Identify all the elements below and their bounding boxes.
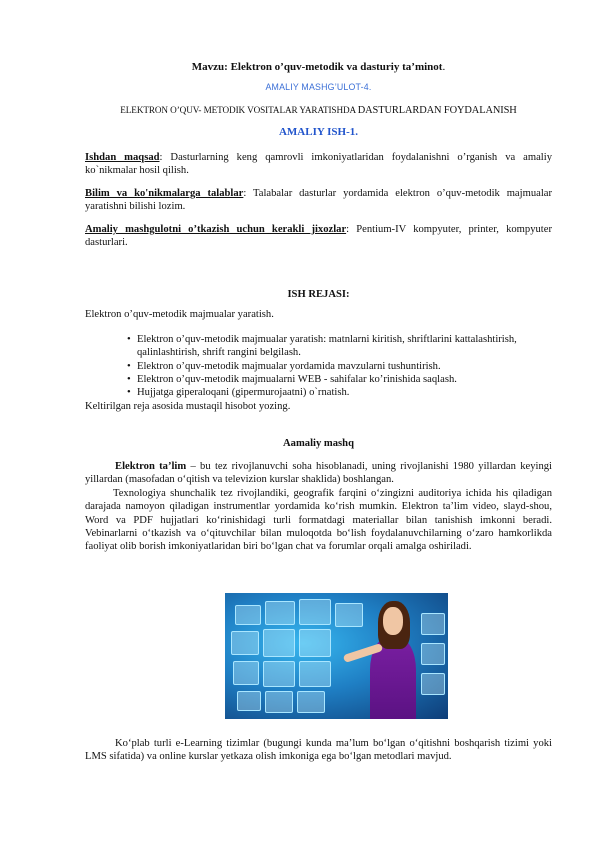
plan-heading: ISH REJASI: [287,289,350,300]
app-tile-icon [335,603,363,627]
goal-paragraph [85,151,552,178]
app-tile-icon [421,643,445,665]
plan-list-wrapper [85,333,552,399]
app-tile-icon [265,601,295,625]
plan-item: • Elektron o’quv-metodik majmualar yaratish: matnlarni kiritish, shriftlarini kattalashtirish, qalinlashtirish, shrift rangini belgilash. [130,333,552,360]
app-tile-icon [263,629,295,657]
plan-outro: Keltirilgan reja asosida mustaqil hisobot yozing. [85,401,291,412]
goal-label: Ishdan maqsad [85,152,160,163]
app-tile-icon [235,605,261,625]
skills-text: : Talabalar dasturlar yordamida elektron o’quv-metodik majmualar yaratishni bilishi lozim. [85,188,552,213]
subtitle-topic-part1: ELEKTRON O’QUV- METODIK VOSITALAR YARATISHDA [120,105,358,115]
app-tile-icon [265,691,293,713]
skills-label: Bilim va ko'nikmalarga talablar [85,188,244,199]
subtitle-topic-part2: DASTURLARDAN FOYDALANISH [357,105,517,116]
practice-heading: Aamaliy mashq [283,438,354,449]
plan-list [85,333,552,399]
plan-item: • Hujjatga giperaloqani (gipermurojaatni) o`rnatish. [130,386,552,399]
plan-item: • Elektron o’quv-metodik majmualarni WEB - sahifalar ko’rinishida saqlash. [130,373,552,386]
title-suffix: . [442,61,446,73]
skills-paragraph [85,187,552,214]
subtitle-work-number: AMALIY ISH-1. [278,126,359,138]
app-tile-icon [237,691,261,711]
app-tile-icon [231,631,259,655]
plan-item: • Elektron o’quv-metodik majmualar yordamida mavzularni tushuntirish. [130,360,552,373]
app-tile-icon [233,661,259,685]
subtitle-practice-number: AMALIY MASHG’ULOT-4. [265,82,372,92]
subtitle-topic [85,104,552,117]
practice-p1-text: – bu tez rivojlanuvchi soha hisoblanadi, uning rivojlanishi 1980 yillardan keyingi yillardan (masofadan o‘qitish va televizion kurslar shaklida) boshlangan. [85,461,552,486]
goal-text: : Dasturlarning keng qamrovli imkoniyatlaridan foydalanishni o’rganish va amaliy ko`nikmalar hosil qilish. [85,152,552,177]
app-tile-icon [299,661,331,687]
app-tile-icon [263,661,295,687]
practice-paragraph-3: Ko‘plab turli e-Learning tizimlar (bugungi kunda ma’lum bo‘lgan o‘qitishni boshqarish tizimi yoki LMS sifatida) va online kurslar yetkaza olish imkoniga ega bo‘lgan metodlari mavjud. [85,738,552,763]
title-prefix: Mavzu: [191,61,231,73]
equipment-label: Amaliy mashgulotni o’tkazish uchun kerakli jixozlar [85,224,347,235]
e-learning-illustration [225,593,448,719]
equipment-paragraph [85,223,552,250]
practice-term: Elektron ta’lim [115,461,187,472]
plan-intro: Elektron o’quv-metodik majmualar yaratish. [85,309,274,320]
practice-paragraph-2: Texnologiya shunchalik tez rivojlandiki, geografik farqini o‘zingizni auditoriya ichida his qiladigan darajada namoyon qiladigan instrumentlar yordamida ko‘rish mumkin. Elektron ta’lim video, slayd-shou, Word va PDF hujjatlari ko‘rinishidagi turli formatdagi materiallar bilan tanishish imkonni beradi. Vebinarlarni o‘tkazish va o‘qituvchilar bilan muloqotda bo‘lish foydalanuvchilarning o‘zaro hamkorlikda faoliyat olib borish imkoniyatlaridan biri bo‘lgan chat va forumlar orqali amalga oshiriladi. [85,488,552,553]
app-tile-icon [297,691,325,713]
app-tile-icon [299,629,331,657]
practice-paragraph-1 [85,460,552,487]
title-text: Elektron o’quv-metodik va dasturiy ta’minot [230,61,443,73]
app-tile-icon [421,673,445,695]
woman-face [383,607,403,635]
page-title [85,61,552,74]
app-tile-icon [421,613,445,635]
app-tile-icon [299,599,331,625]
equipment-text: : Pentium-IV kompyuter, printer, kompyuter dasturlari. [85,224,552,249]
